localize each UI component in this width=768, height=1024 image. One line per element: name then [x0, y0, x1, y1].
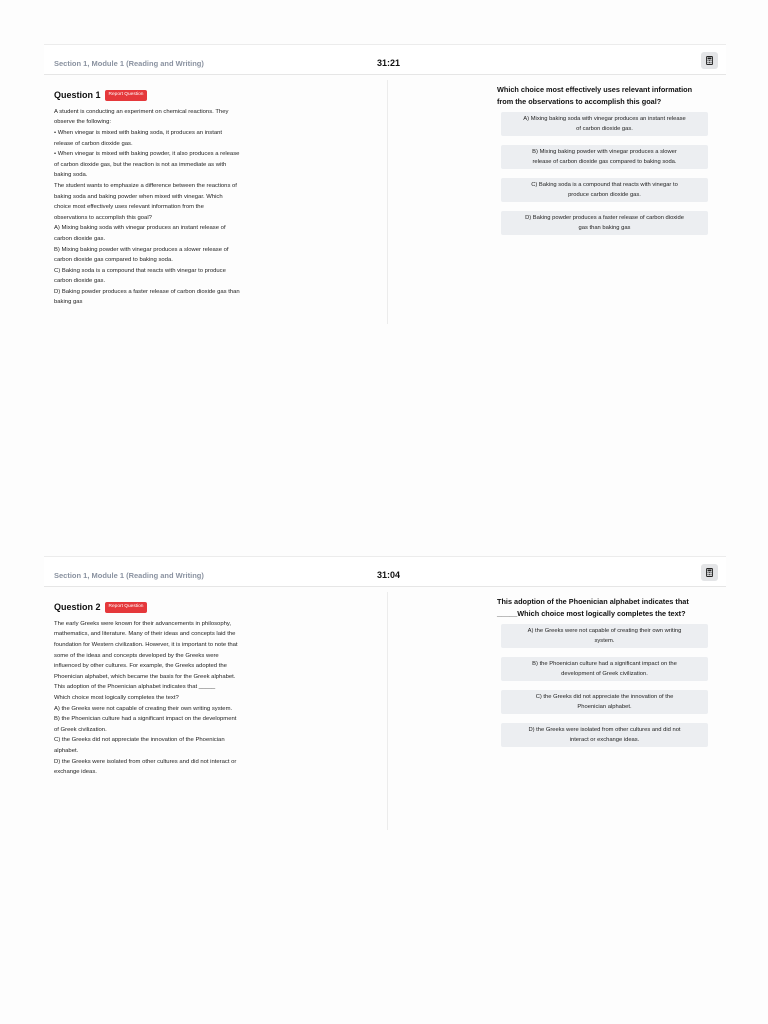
calculator-icon: [706, 56, 713, 65]
passage-line: • When vinegar is mixed with baking soda, it produces an instant: [54, 129, 223, 136]
prompt-line: from the observations to accomplish this goal?: [497, 97, 662, 106]
choice-line: A) the Greeks were not capable of creating their own writing: [527, 628, 682, 634]
answer-pane: [497, 84, 717, 244]
report-question-button[interactable]: Report Question: [105, 90, 148, 101]
answer-choice-d[interactable]: [501, 723, 708, 747]
answer-choice-a[interactable]: [501, 624, 708, 648]
choice-line: produce carbon dioxide gas.: [568, 192, 641, 198]
passage-line: baking soda.: [54, 172, 88, 179]
passage-pane: [54, 90, 276, 308]
top-bar: [44, 556, 726, 587]
passage-line: B) the Phoenician culture had a significant impact on the development: [54, 716, 237, 723]
passage-text: [54, 107, 276, 308]
question-screen-1: [44, 44, 726, 324]
passage-line: The early Greeks were known for their advancements in philosophy,: [54, 620, 232, 627]
section-title: Section 1, Module 1 (Reading and Writing): [54, 59, 204, 68]
question-screen-2: [44, 556, 726, 830]
choice-line: C) the Greeks did not appreciate the innovation of the: [535, 694, 674, 700]
passage-line: influenced by other cultures. For example, the Greeks adopted the: [54, 663, 227, 670]
passage-line: A) Mixing baking soda with vinegar produces an instant release of: [54, 225, 226, 232]
passage-line: D) the Greeks were isolated from other cultures and did not interact or: [54, 758, 237, 765]
choice-line: A) Mixing baking soda with vinegar produces an instant release: [523, 116, 686, 122]
choice-line: Phoenician alphabet.: [577, 704, 632, 710]
passage-text: [54, 619, 276, 778]
pane-divider: [387, 80, 388, 324]
answer-choice-c[interactable]: [501, 690, 708, 714]
passage-line: The student wants to emphasize a difference between the reactions of: [54, 182, 237, 189]
passage-line: of carbon dioxide gas, but the reaction is not as immediate as with: [54, 161, 227, 168]
passage-line: some of the ideas and concepts developed by the Greeks were: [54, 652, 219, 659]
passage-line: Phoenician alphabet, which became the basis for the Greek alphabet.: [54, 673, 236, 680]
prompt-line: This adoption of the Phoenician alphabet indicates that: [497, 597, 689, 606]
passage-pane: [54, 602, 276, 778]
prompt-line: _____Which choice most logically completes the text?: [497, 609, 686, 618]
passage-line: Which choice most logically completes the text?: [54, 694, 179, 701]
choice-line: system.: [594, 638, 615, 644]
passage-line: D) Baking powder produces a faster release of carbon dioxide gas than: [54, 288, 240, 295]
top-bar: [44, 44, 726, 75]
answer-choice-b[interactable]: [501, 145, 708, 169]
passage-line: baking soda and baking powder when mixed with vinegar. Which: [54, 193, 223, 200]
passage-line: A student is conducting an experiment on chemical reactions. They: [54, 108, 229, 115]
passage-line: foundation for Western civilization. However, it is important to note that: [54, 641, 238, 648]
passage-line: observations to accomplish this goal?: [54, 214, 152, 221]
choice-line: B) the Phoenician culture had a significant impact on the: [532, 661, 677, 667]
passage-line: This adoption of the Phoenician alphabet indicates that _____: [54, 684, 216, 691]
answer-choice-b[interactable]: [501, 657, 708, 681]
question-title: Question 1: [54, 90, 101, 101]
passage-line: carbon dioxide gas.: [54, 278, 106, 285]
passage-line: C) Baking soda is a compound that reacts with vinegar to produce: [54, 267, 226, 274]
answer-pane: [497, 596, 717, 756]
passage-line: carbon dioxide gas.: [54, 235, 106, 242]
calculator-button[interactable]: [701, 564, 718, 581]
choice-line: B) Mixing baking powder with vinegar produces a slower: [532, 149, 677, 155]
timer: 31:21: [377, 58, 401, 68]
answer-choice-d[interactable]: [501, 211, 708, 235]
passage-line: of Greek civilization.: [54, 726, 107, 733]
passage-line: observe the following:: [54, 119, 111, 126]
calculator-icon: [706, 568, 713, 577]
timer: 31:04: [377, 570, 401, 580]
passage-line: mathematics, and literature. Many of their ideas and concepts laid the: [54, 631, 236, 638]
answer-choice-a[interactable]: [501, 112, 708, 136]
passage-line: A) the Greeks were not capable of creating their own writing system.: [54, 705, 233, 712]
prompt-line: Which choice most effectively uses relevant information: [497, 85, 693, 94]
choice-line: D) Baking powder produces a faster release of carbon dioxide: [525, 215, 684, 221]
section-title: Section 1, Module 1 (Reading and Writing): [54, 571, 204, 580]
choice-line: gas than baking gas: [578, 225, 631, 231]
choice-line: D) the Greeks were isolated from other cultures and did not: [528, 727, 681, 733]
calculator-button[interactable]: [701, 52, 718, 69]
passage-line: • When vinegar is mixed with baking powder, it also produces a release: [54, 151, 240, 158]
passage-line: B) Mixing baking powder with vinegar produces a slower release of: [54, 246, 229, 253]
answer-choice-c[interactable]: [501, 178, 708, 202]
passage-line: choice most effectively uses relevant information from the: [54, 204, 204, 211]
choice-line: release of carbon dioxide gas compared to baking soda.: [532, 159, 677, 165]
passage-line: baking gas: [54, 299, 83, 306]
choice-line: interact or exchange ideas.: [569, 737, 640, 743]
pane-divider: [387, 592, 388, 830]
choice-line: C) Baking soda is a compound that reacts with vinegar to: [531, 182, 678, 188]
choice-line: of carbon dioxide gas.: [576, 126, 633, 132]
passage-line: alphabet.: [54, 747, 79, 754]
question-prompt: [497, 596, 717, 620]
question-title: Question 2: [54, 602, 101, 613]
passage-line: C) the Greeks did not appreciate the innovation of the Phoenician: [54, 737, 225, 744]
passage-line: exchange ideas.: [54, 769, 97, 776]
choice-line: development of Greek civilization.: [561, 671, 648, 677]
question-prompt: [497, 84, 717, 108]
passage-line: release of carbon dioxide gas.: [54, 140, 133, 147]
report-question-button[interactable]: Report Question: [105, 602, 148, 613]
passage-line: carbon dioxide gas compared to baking soda.: [54, 257, 173, 264]
